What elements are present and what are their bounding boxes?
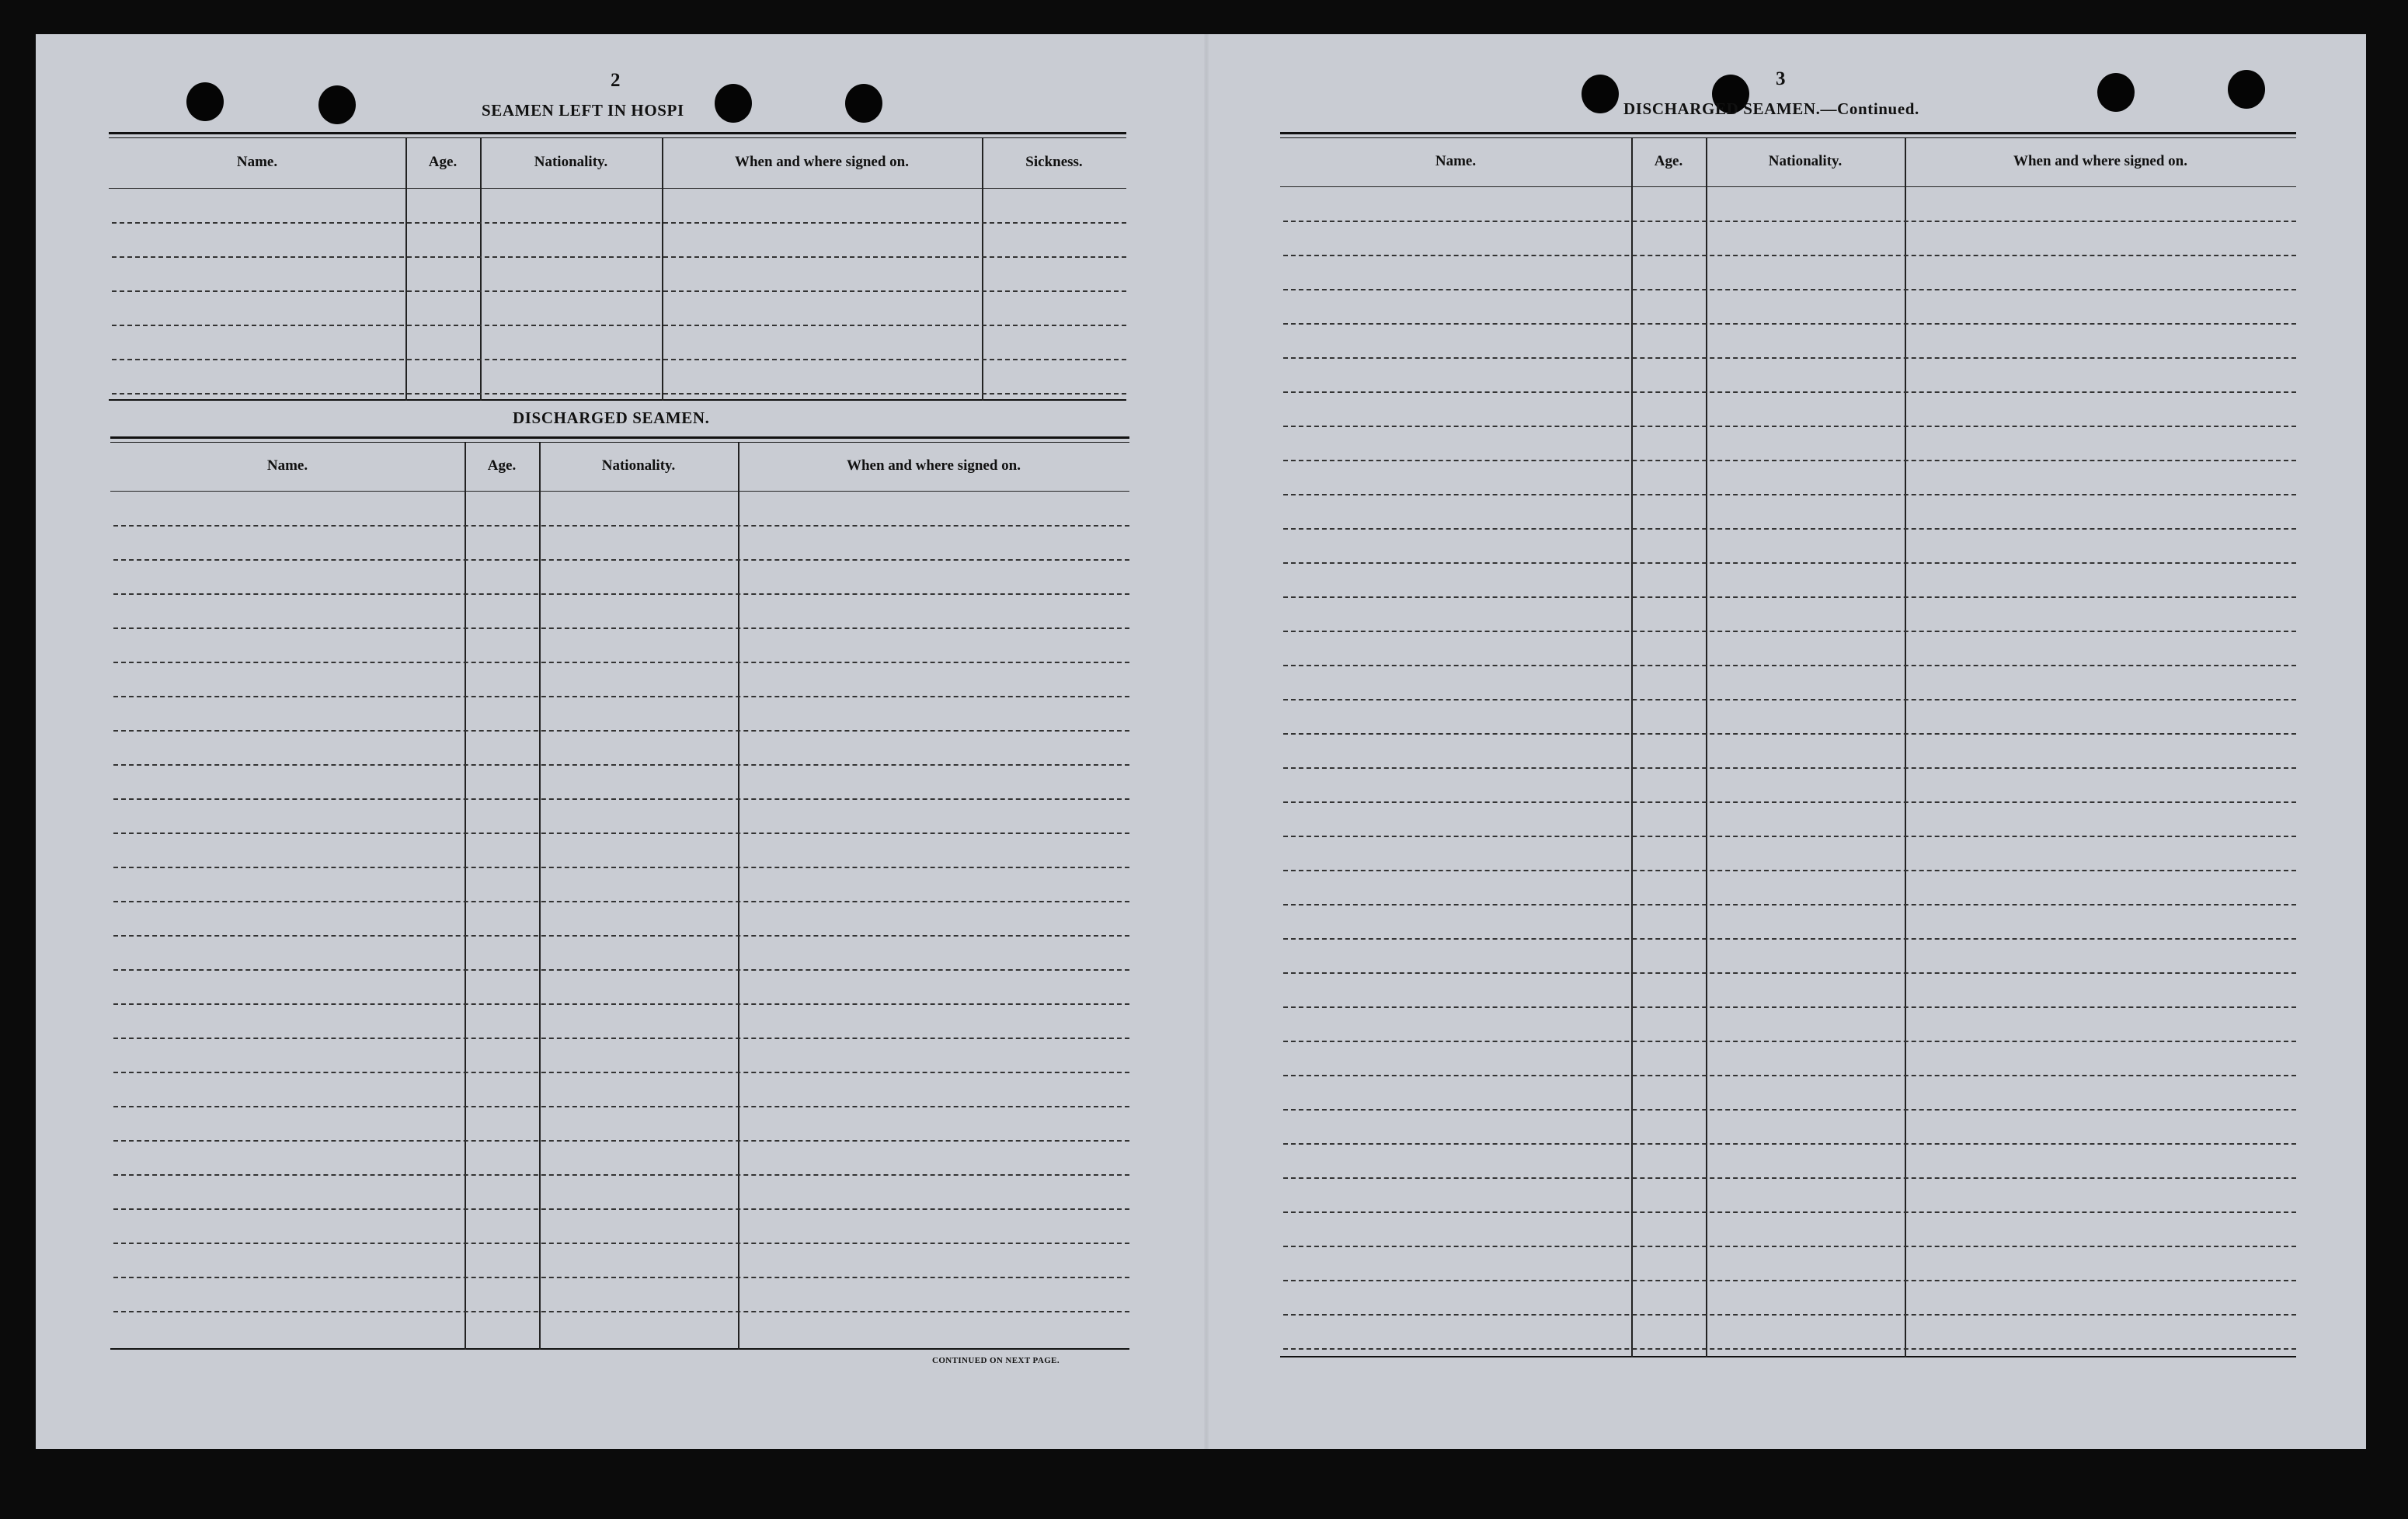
table-bottom-rule: [1280, 1356, 2296, 1357]
column-header: When and where signed on.: [734, 154, 909, 170]
ruled-row: [1283, 1348, 2296, 1350]
ruled-row: [113, 1208, 1129, 1210]
ruled-row: [1283, 1314, 2296, 1316]
ruled-row: [1283, 1041, 2296, 1042]
column-divider: [480, 138, 482, 401]
column-header: Age.: [428, 154, 458, 170]
ruled-row: [1283, 1177, 2296, 1179]
ruled-row: [1283, 289, 2296, 290]
ruled-row: [1283, 494, 2296, 495]
table-bottom-rule: [109, 399, 1126, 401]
ruled-row: [1283, 972, 2296, 974]
column-header: Name.: [1435, 153, 1477, 169]
table-header-rule: [1280, 186, 2296, 187]
ruled-row: [1283, 596, 2296, 598]
ruled-row: [1283, 1109, 2296, 1111]
ruled-row: [113, 696, 1129, 697]
hospital-section-title: SEAMEN LEFT IN HOSPI: [482, 101, 684, 120]
ruled-row: [112, 393, 1126, 395]
column-divider: [1905, 138, 1906, 1357]
punch-hole: [186, 82, 224, 121]
ruled-row: [113, 798, 1129, 800]
column-divider: [1706, 138, 1707, 1357]
hospital-table: [109, 132, 1126, 401]
ruled-row: [1283, 801, 2296, 803]
ruled-row: [1283, 938, 2296, 940]
column-header: Name.: [266, 457, 308, 474]
column-header: Sickness.: [1025, 154, 1083, 170]
ruled-row: [113, 627, 1129, 629]
center-fold: [1204, 34, 1209, 1449]
ruled-row: [112, 222, 1126, 224]
discharged-continued-title: DISCHARGED SEAMEN.—Continued.: [1623, 99, 1919, 118]
column-divider: [1631, 138, 1633, 1357]
ruled-row: [112, 325, 1126, 326]
ruled-row: [1283, 665, 2296, 666]
ruled-row: [112, 359, 1126, 360]
ruled-row: [113, 1038, 1129, 1039]
ruled-row: [113, 901, 1129, 902]
ruled-row: [1283, 733, 2296, 735]
ruled-row: [113, 867, 1129, 868]
ruled-row: [1283, 357, 2296, 359]
ruled-row: [1283, 1075, 2296, 1076]
punch-hole: [2228, 70, 2265, 109]
column-header: Nationality.: [1768, 153, 1843, 169]
page-number-left: 2: [611, 70, 621, 91]
ruled-row: [1283, 1006, 2296, 1008]
column-header: Name.: [236, 154, 278, 170]
ruled-row: [113, 1003, 1129, 1005]
discharged-section-title: DISCHARGED SEAMEN.: [513, 408, 710, 427]
ruled-row: [113, 593, 1129, 595]
column-divider: [465, 443, 466, 1350]
ruled-row: [1283, 1280, 2296, 1281]
ruled-row: [1283, 904, 2296, 905]
ruled-row: [113, 559, 1129, 561]
punch-hole: [318, 85, 356, 124]
column-divider: [405, 138, 407, 401]
table-top-rule: [1280, 132, 2296, 138]
punch-hole: [2097, 73, 2135, 112]
ruled-row: [1283, 1143, 2296, 1145]
ruled-row: [112, 256, 1126, 258]
ruled-row: [1283, 562, 2296, 564]
table-top-rule: [109, 132, 1126, 138]
ruled-row: [113, 1243, 1129, 1244]
ruled-row: [112, 290, 1126, 292]
table-header-rule: [109, 188, 1126, 189]
ruled-row: [113, 730, 1129, 732]
ruled-row: [113, 1311, 1129, 1312]
discharged-table-right: [1280, 132, 2296, 1357]
column-header: When and where signed on.: [2013, 153, 2187, 169]
ruled-row: [1283, 221, 2296, 222]
ruled-row: [1283, 528, 2296, 530]
column-header: Age.: [487, 457, 517, 474]
ruled-row: [1283, 426, 2296, 427]
ruled-row: [113, 764, 1129, 766]
column-header: Age.: [1654, 153, 1683, 169]
ruled-row: [1283, 255, 2296, 256]
column-divider: [982, 138, 983, 401]
ruled-row: [1283, 323, 2296, 325]
table-header-rule: [110, 491, 1129, 492]
ruled-row: [113, 1277, 1129, 1278]
ruled-row: [113, 832, 1129, 834]
column-header: Nationality.: [534, 154, 608, 170]
column-divider: [539, 443, 541, 1350]
ruled-row: [113, 1174, 1129, 1176]
ruled-row: [1283, 870, 2296, 871]
ruled-row: [1283, 699, 2296, 700]
ruled-row: [1283, 1211, 2296, 1213]
ruled-row: [113, 662, 1129, 663]
column-header: When and where signed on.: [846, 457, 1021, 474]
punch-hole: [1582, 75, 1619, 113]
column-divider: [662, 138, 663, 401]
table-top-rule: [110, 436, 1129, 443]
ruled-row: [113, 1106, 1129, 1107]
page-number-right: 3: [1776, 68, 1786, 89]
punch-hole: [845, 84, 882, 123]
ruled-row: [1283, 391, 2296, 393]
ruled-row: [113, 525, 1129, 527]
punch-hole: [715, 84, 752, 123]
ruled-row: [113, 969, 1129, 971]
discharged-table-left: [110, 436, 1129, 1350]
column-header: Nationality.: [601, 457, 676, 474]
ruled-row: [113, 935, 1129, 937]
column-divider: [738, 443, 739, 1350]
table-bottom-rule: [110, 1348, 1129, 1350]
ruled-row: [1283, 836, 2296, 837]
continued-note: CONTINUED ON NEXT PAGE.: [932, 1356, 1060, 1365]
ruled-row: [1283, 767, 2296, 769]
ruled-row: [113, 1140, 1129, 1142]
ruled-row: [113, 1072, 1129, 1073]
ruled-row: [1283, 631, 2296, 632]
ruled-row: [1283, 1246, 2296, 1247]
ruled-row: [1283, 460, 2296, 461]
